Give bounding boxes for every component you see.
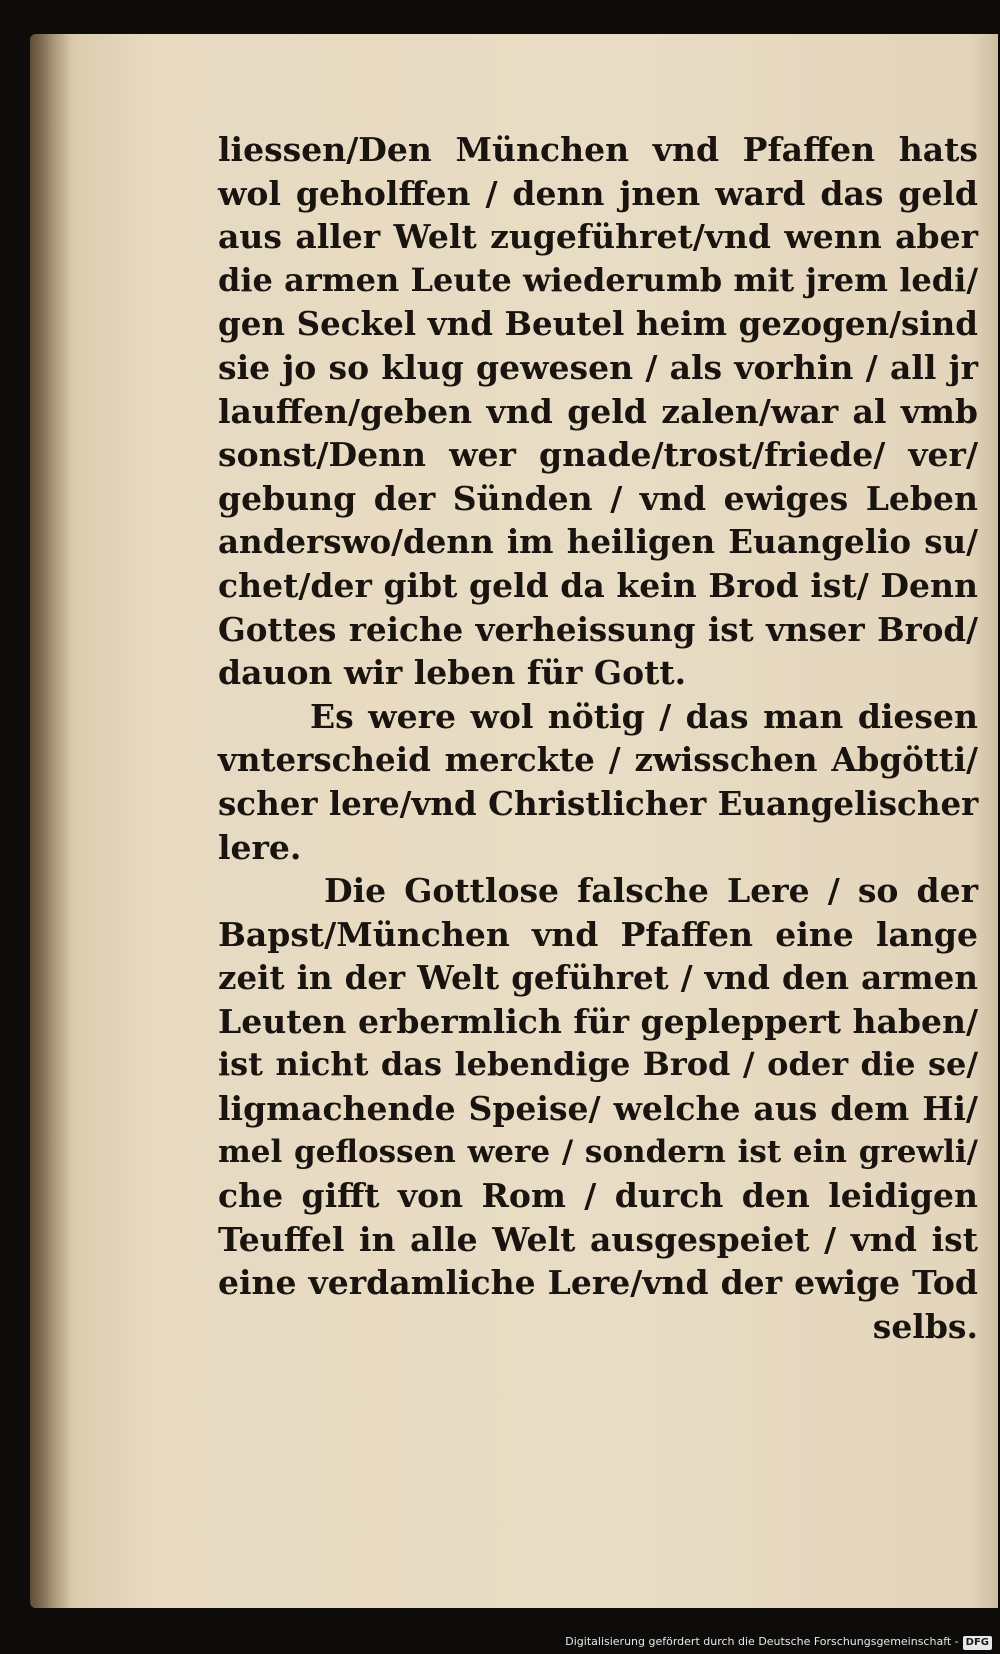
text-line: ist nicht das lebendige Brod / oder die se/ bbox=[218, 1045, 978, 1084]
text-line: Leuten erbermlich für gepleppert haben/ bbox=[218, 1001, 978, 1041]
text-line: Die Gottlose falsche Lere / so der bbox=[324, 871, 978, 911]
text-line: Gottes reiche verheissung ist vnser Brod/ bbox=[218, 609, 978, 649]
text-line: ligmachende Speise/ welche aus dem Hi/ bbox=[218, 1089, 978, 1129]
text-line: gebung der Sünden / vnd ewiges Leben bbox=[218, 478, 978, 518]
text-line: vnterscheid merckte / zwisschen Abgötti/ bbox=[218, 740, 978, 780]
text-line: chet/der gibt geld da kein Brod ist/ Denn bbox=[218, 565, 978, 605]
text-line: sonst/Denn wer gnade/trost/friede/ ver/ bbox=[218, 435, 978, 475]
text-line: mel geflossen were / sondern ist ein grewli/ bbox=[218, 1133, 978, 1170]
page-text bbox=[218, 128, 978, 1349]
text-line: lere. bbox=[218, 827, 302, 867]
text-line: anderswo/denn im heiligen Euangelio su/ bbox=[218, 522, 978, 562]
text-line: scher lere/vnd Christlicher Euangelischer bbox=[218, 783, 979, 823]
text-line: sie jo so klug gewesen / als vorhin / all jr bbox=[218, 347, 978, 387]
text-line: die armen Leute wiederumb mit jrem ledi/ bbox=[218, 260, 978, 299]
text-line: liessen/Den München vnd Pfaffen hats bbox=[218, 130, 978, 169]
text-line: wol geholffen / denn jnen ward das geld bbox=[218, 173, 978, 213]
text-line: Es were wol nötig / das man diesen bbox=[310, 696, 978, 736]
page-binding-shadow bbox=[30, 34, 70, 1608]
text-line: Bapst/München vnd Pfaffen eine lange bbox=[218, 914, 978, 954]
text-line: dauon wir leben für Gott. bbox=[218, 653, 687, 693]
digitization-credit bbox=[565, 1635, 992, 1650]
text-line: aus aller Welt zugeführet/vnd wenn aber bbox=[218, 217, 978, 257]
text-line: che gifft von Rom / durch den leidigen bbox=[218, 1176, 978, 1216]
text-line: Teuffel in alle Welt ausgespeiet / vnd ist bbox=[218, 1219, 978, 1259]
text-line: gen Seckel vnd Beutel heim gezogen/sind bbox=[218, 304, 978, 344]
credit-text: Digitalisierung gefördert durch die Deutsche Forschungsgemeinschaft - bbox=[565, 1635, 959, 1648]
text-line: lauffen/geben vnd geld zalen/war al vmb bbox=[218, 391, 978, 431]
text-line: eine verdamliche Lere/vnd der ewige Tod bbox=[218, 1263, 978, 1303]
dfg-logo-icon: DFG bbox=[963, 1636, 992, 1650]
text-line: selbs. bbox=[872, 1307, 978, 1347]
text-line: zeit in der Welt geführet / vnd den armen bbox=[218, 958, 978, 998]
